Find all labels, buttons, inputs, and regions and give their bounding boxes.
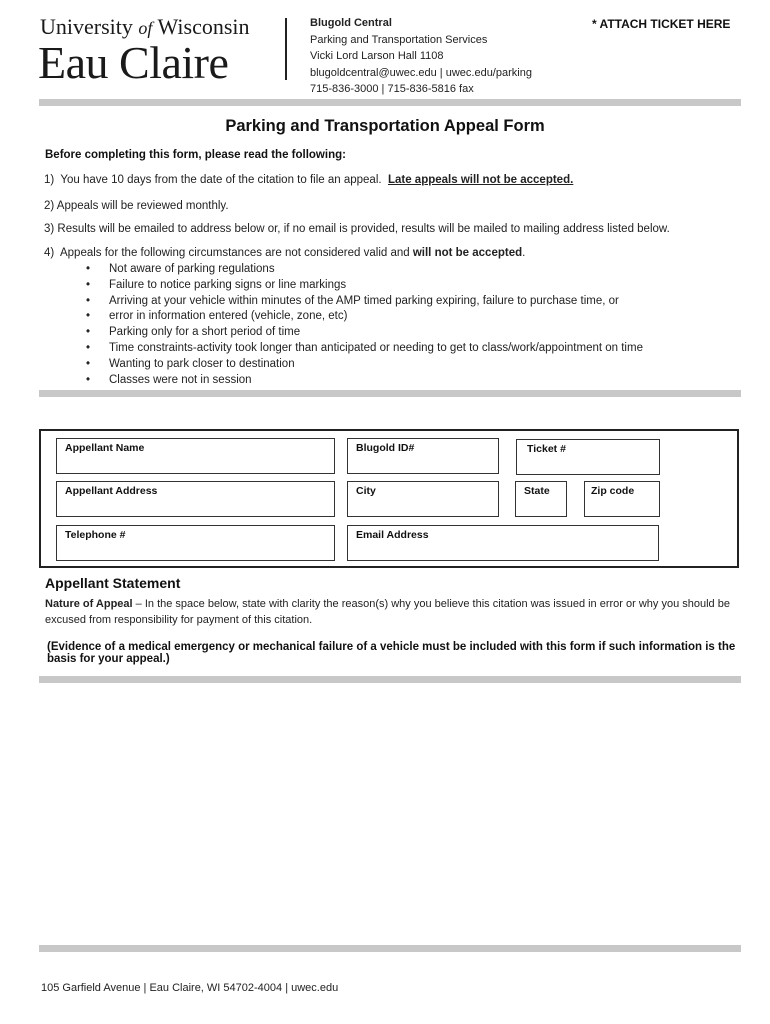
telephone-field[interactable]: Telephone #: [56, 525, 335, 561]
list-item: • Parking only for a short period of time: [86, 325, 643, 341]
ticket-number-field[interactable]: Ticket #: [516, 439, 660, 475]
list-item: • Wanting to park closer to destination: [86, 357, 643, 373]
appellant-address-field[interactable]: Appellant Address: [56, 481, 335, 517]
contact-name: Blugold Central: [310, 17, 392, 29]
nature-of-appeal-label: Nature of Appeal: [45, 598, 133, 610]
zip-code-field[interactable]: Zip code: [584, 481, 660, 517]
rule-4-end: .: [522, 247, 526, 259]
appellant-info-box: [39, 429, 739, 568]
logo-word-of: of: [138, 18, 153, 38]
city-field[interactable]: City: [347, 481, 499, 517]
email-address-field[interactable]: Email Address: [347, 525, 659, 561]
divider-bar-top: [39, 99, 741, 106]
page-title: Parking and Transportation Appeal Form: [225, 117, 545, 135]
rule-1-bold: Late appeals will not be accepted.: [387, 174, 574, 186]
rule-item-1: [44, 174, 573, 186]
state-field[interactable]: State: [515, 481, 567, 517]
contact-block: [310, 15, 532, 98]
rule-item-4: [44, 247, 525, 259]
list-item: • Time constraints-activity took longer than anticipated or needing to get to class/work/appointment on time: [86, 341, 643, 357]
header-divider: [285, 18, 287, 80]
rule-item-3: 3) Results will be emailed to address below or, if no email is provided, results will be mailed to mailing address listed below.: [44, 223, 670, 235]
evidence-note: (Evidence of a medical emergency or mechanical failure of a vehicle must be included with this form if such information is the basis for your appeal.): [47, 641, 736, 665]
contact-web: blugoldcentral@uwec.edu | uwec.edu/parking: [310, 66, 532, 79]
appellant-name-field[interactable]: Appellant Name: [56, 438, 335, 474]
divider-bar-bottom: [39, 945, 741, 952]
rule-item-2: 2) Appeals will be reviewed monthly.: [44, 200, 229, 212]
divider-bar-middle: [39, 390, 741, 397]
contact-department: Parking and Transportation Services: [310, 33, 488, 46]
statement-writing-area[interactable]: [39, 688, 741, 938]
divider-bar-statement: [39, 676, 741, 683]
rule-4-bold: will not be accepted: [412, 247, 523, 259]
attach-ticket-note: * ATTACH TICKET HERE: [592, 17, 731, 31]
blugold-id-field[interactable]: Blugold ID#: [347, 438, 499, 474]
list-item: • Arriving at your vehicle within minutes of the AMP timed parking expiring, failure to purchase time, or: [86, 294, 643, 310]
contact-phone: 715-836-3000 | 715-836-5816 fax: [310, 83, 474, 95]
list-item: • Not aware of parking regulations: [86, 262, 643, 278]
rule-4-text: 4) Appeals for the following circumstances are not considered valid and: [44, 247, 413, 259]
footer-address: 105 Garfield Avenue | Eau Claire, WI 54702-4004 | uwec.edu: [41, 982, 339, 994]
invalid-reasons-list: [86, 262, 643, 388]
rule-1-text: 1) You have 10 days from the date of the citation to file an appeal.: [44, 174, 388, 186]
contact-address: Vicki Lord Larson Hall 1108: [310, 50, 444, 62]
logo-word-university: University: [40, 14, 133, 39]
list-item-continuation: • error in information entered (vehicle, zone, etc): [86, 309, 643, 325]
appellant-statement-heading: Appellant Statement: [45, 575, 181, 591]
intro-heading: Before completing this form, please read the following:: [45, 149, 346, 161]
list-item: • Failure to notice parking signs or line markings: [86, 278, 643, 294]
logo-word-wisconsin: Wisconsin: [157, 14, 250, 39]
nature-of-appeal-text: [45, 597, 735, 628]
nature-of-appeal-instructions: – In the space below, state with clarity the reason(s) why you believe this citation was issued in error or why you should be excused from responsibility for payment of this citation.: [45, 598, 730, 626]
list-item: • Classes were not in session: [86, 373, 643, 389]
logo-eau-claire: Eau Claire: [38, 37, 229, 88]
